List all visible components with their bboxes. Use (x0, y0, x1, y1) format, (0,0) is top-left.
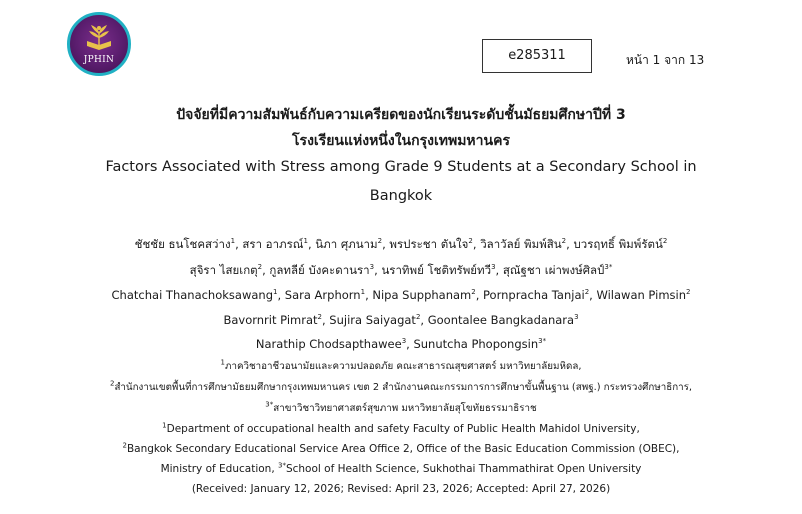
article-id: e285311 (482, 39, 592, 73)
thai-title-line-2: โรงเรียนแห่งหนึ่งในกรุงเทพมหานคร (292, 133, 510, 149)
author-affiliation-mark: 3 (369, 263, 375, 272)
english-title-line-1: Factors Associated with Stress among Grade 9 Students at a Secondary School in (105, 159, 697, 175)
affiliation-text: Department of occupational health and safety Faculty of Public Health Mahidol University, (166, 423, 640, 435)
affiliation-prefix: Ministry of Education, (160, 463, 278, 475)
author-name: สุจิรา ไสยเกตุ (189, 263, 258, 277)
author-affiliation-mark: 3 (491, 263, 496, 272)
english-affiliation-1 (0, 423, 802, 435)
affiliation-mark: 2 (109, 379, 115, 388)
author-name: นราทิพย์ โชติทรัพย์ทวี (381, 263, 492, 277)
author-name: Chatchai Thanachoksawang (111, 288, 273, 302)
thai-affiliation-1 (0, 359, 802, 374)
affiliation-text: สำนักงานเขตพื้นที่การศึกษามัธยมศึกษากรุงเทพมหานคร เขต 2 สำนักงานคณะกรรมการการศึกษาขั้นพื้นฐาน (สพฐ.) กระทรวงศึกษาธิการ, (114, 382, 693, 393)
author-name: วิลาวัลย์ พิมพ์สิน (480, 237, 562, 251)
english-affiliation-3 (0, 463, 802, 475)
thai-authors-line-2: สุจิรา ไสยเกตุ$^2$, กูลทลีย์ บังคะดานรา$^3$, นราทิพย์ โชติทรัพย์ทวี$^3$, สุณัฐชา เผ่าพงษ์ศิลป์$^{3*}$ (189, 263, 613, 277)
english-affiliation-2 (0, 443, 802, 455)
english-authors-line-2: Bavornrit Pimrat$^2$, Sujira Saiyagat$^2$, Goontalee Bangkadanara$^3$ (223, 313, 579, 327)
author-name: สุณัฐชา เผ่าพงษ์ศิลป์ (502, 263, 605, 277)
english-authors-line-3: Narathip Chodsapthawee$^3$, Sunutcha Phopongsin$^{3*}$ (255, 337, 547, 351)
author-name: Narathip Chodsapthawee (255, 337, 402, 351)
author-affiliation-mark: 2 (584, 288, 590, 297)
author-affiliation-mark: 2 (317, 313, 322, 322)
thai-authors-line-1: ชัชชัย ธนโชคสว่าง$^1$, สรา อาภรณ์$^1$, นิภา ศุภนาม$^2$, พรประชา ตันใจ$^2$, วิลาวัลย์ พิมพ์สิน$^2$, บวรฤทธิ์ พิมพ์รัตน์$^2$ (134, 237, 668, 251)
affiliation-text: ภาควิชาอาชีวอนามัยและความปลอดภัย คณะสาธารณสุขศาสตร์ มหาวิทยาลัยมหิดล, (225, 361, 582, 372)
author-affiliation-mark: 2 (662, 237, 668, 246)
author-name: พรประชา ตันใจ (389, 237, 469, 251)
author-affiliation-mark: 2 (415, 313, 421, 322)
author-name: ชัชชัย ธนโชคสว่าง (134, 237, 231, 251)
affiliation-mark: 3* (278, 461, 286, 470)
affiliation-mark: 2 (122, 441, 127, 450)
author-affiliation-mark: 2 (377, 237, 383, 246)
submission-dates: (Received: January 12, 2026; Revised: April 23, 2026; Accepted: April 27, 2026) (191, 483, 611, 495)
author-affiliation-mark: 1 (360, 288, 366, 297)
author-affiliation-mark: 1 (273, 288, 278, 297)
author-name: กูลทลีย์ บังคะดานรา (269, 263, 370, 277)
author-name: บวรฤทธิ์ พิมพ์รัตน์ (573, 237, 663, 251)
author-name: Goontalee Bangkadanara (427, 313, 575, 327)
english-title-line-2: Bangkok (369, 188, 433, 204)
affiliation-mark: 1 (220, 358, 225, 367)
page-info: หน้า 1 จาก 13 (626, 53, 705, 67)
thai-affiliation-3 (0, 401, 802, 416)
author-name: Pornpracha Tanjai (483, 288, 585, 302)
author-affiliation-mark: 2 (257, 263, 263, 272)
author-affiliation-mark: 2 (468, 237, 473, 246)
author-name: Sujira Saiyagat (329, 313, 416, 327)
thai-affiliation-2 (0, 380, 802, 395)
affiliation-text: สาขาวิชาวิทยาศาสตร์สุขภาพ มหาวิทยาลัยสุโขทัยธรรมาธิราช (273, 403, 537, 414)
author-affiliation-mark: 3* (538, 337, 547, 346)
author-name: Bavornrit Pimrat (223, 313, 318, 327)
english-authors-line-1: Chatchai Thanachoksawang$^1$, Sara Arphorn$^1$, Nipa Supphanam$^2$, Pornpracha Tanjai$^2$, Wilawan Pimsin$^2$ (111, 288, 691, 302)
author-name: Sara Arphorn (284, 288, 361, 302)
author-name: นิภา ศุภนาม (315, 237, 378, 251)
author-name: สรา อาภรณ์ (242, 237, 304, 251)
author-affiliation-mark: 3* (604, 263, 613, 272)
author-affiliation-mark: 2 (471, 288, 476, 297)
author-affiliation-mark: 2 (561, 237, 567, 246)
author-name: Wilawan Pimsin (596, 288, 686, 302)
jphin-logo (67, 12, 131, 76)
thai-title-line-1: ปัจจัยที่มีความสัมพันธ์กับความเครียดของนักเรียนระดับชั้นมัธยมศึกษาปีที่ 3 (176, 107, 626, 123)
author-name: Sunutcha Phopongsin (413, 337, 539, 351)
author-affiliation-mark: 1 (230, 237, 236, 246)
author-affiliation-mark: 3 (401, 337, 407, 346)
logo-text: JPHIN (83, 55, 115, 65)
affiliation-text: School of Health Science, Sukhothai Thammathirat Open University (285, 463, 642, 475)
affiliation-mark: 1 (162, 421, 167, 430)
author-name: Nipa Supphanam (372, 288, 472, 302)
author-affiliation-mark: 2 (686, 288, 691, 297)
affiliation-mark: 3* (265, 400, 274, 409)
author-affiliation-mark: 3 (574, 313, 579, 322)
author-affiliation-mark: 1 (303, 237, 308, 246)
affiliation-text: Bangkok Secondary Educational Service Area Office 2, Office of the Basic Education Commission (OBEC), (126, 443, 680, 455)
